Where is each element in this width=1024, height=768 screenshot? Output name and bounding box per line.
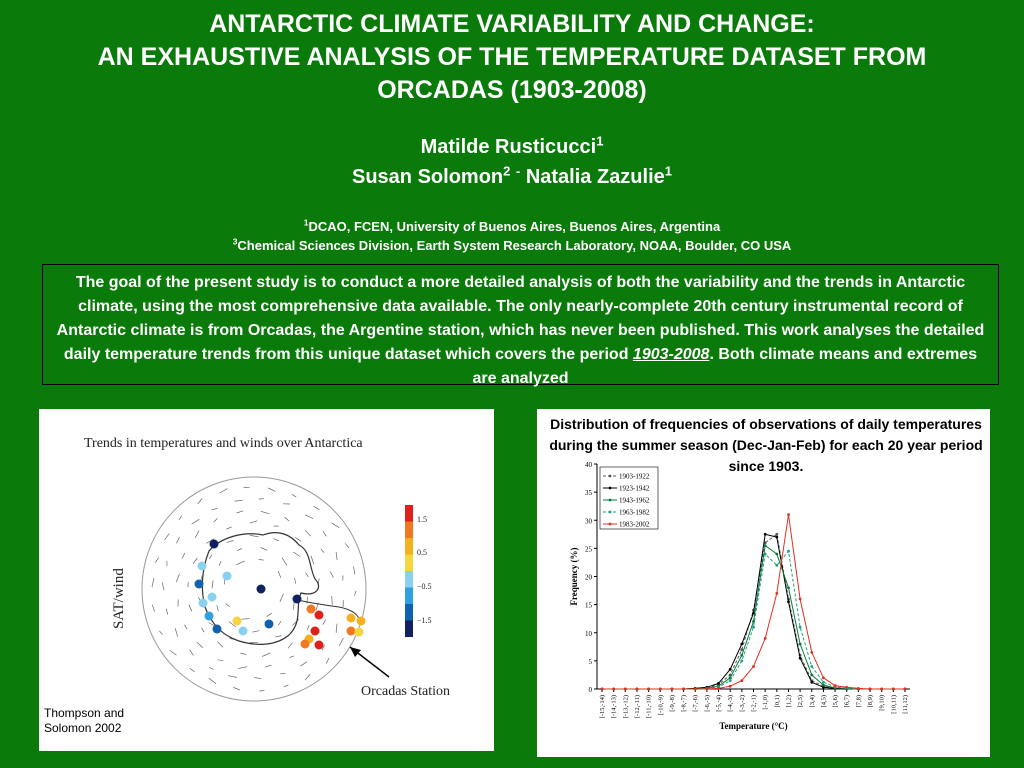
- wind-vector: [314, 506, 320, 510]
- station-marker: [223, 572, 232, 581]
- wind-vector: [236, 561, 244, 565]
- wind-vector: [170, 650, 177, 655]
- data-point: [682, 688, 685, 691]
- wind-vector: [218, 660, 224, 661]
- author-affiliation-mark: 2: [503, 163, 511, 179]
- wind-vector: [323, 531, 326, 536]
- wind-vector: [339, 638, 343, 646]
- wind-vector: [190, 650, 194, 656]
- antarctic-trends-figure: [39, 409, 494, 751]
- station-marker: [307, 605, 316, 614]
- data-point: [764, 544, 767, 547]
- data-point: [706, 688, 709, 691]
- wind-vector: [241, 619, 249, 620]
- wind-vector: [162, 582, 164, 590]
- data-point: [740, 679, 743, 682]
- wind-vector: [228, 676, 237, 678]
- legend-label: 1903-1922: [619, 472, 650, 481]
- data-point: [857, 687, 860, 690]
- wind-vector: [233, 687, 240, 690]
- data-point: [775, 592, 778, 595]
- legend-label: 1923-1942: [619, 484, 650, 493]
- colorbar-segment: [405, 522, 413, 539]
- wind-vector: [192, 519, 200, 524]
- wind-vector: [305, 674, 310, 680]
- station-marker: [315, 641, 324, 650]
- station-marker: [355, 628, 364, 637]
- wind-vector: [176, 574, 179, 582]
- x-tick-label: [-15,-14): [599, 695, 606, 719]
- x-tick-label: [-11,-10): [645, 695, 653, 719]
- wind-vector: [261, 511, 270, 514]
- colorbar-tick-label: 1.5: [417, 515, 427, 524]
- wind-vector: [235, 500, 243, 501]
- data-point: [752, 626, 755, 629]
- map-title: Trends in temperatures and winds over Antarctica: [84, 436, 363, 451]
- title-line-1: ANTARCTIC CLIMATE VARIABILITY AND CHANGE:: [209, 10, 815, 38]
- colorbar-tick-label: −1.5: [417, 616, 432, 625]
- station-marker: [239, 627, 248, 636]
- antarctic-map: [39, 409, 494, 751]
- wind-vector: [219, 561, 221, 566]
- y-axis-label: Frequency (%): [569, 547, 579, 606]
- legend-label: 1983-2002: [619, 520, 650, 529]
- wind-vector: [336, 552, 337, 560]
- title-line-3: ORCADAS (1903-2008): [377, 76, 647, 104]
- x-tick-label: [4,5): [820, 695, 828, 708]
- x-tick-label: [5,6): [832, 695, 840, 708]
- wind-vector: [179, 516, 182, 520]
- affiliation-2: [0, 236, 1024, 255]
- station-marker: [293, 595, 302, 604]
- wind-vector: [214, 518, 217, 522]
- y-tick-label: 10: [585, 629, 592, 638]
- station-marker: [198, 562, 207, 571]
- data-point: [810, 665, 813, 668]
- wind-vector: [152, 605, 154, 612]
- wind-vector: [190, 668, 195, 672]
- wind-vector: [274, 539, 280, 541]
- wind-vector: [259, 559, 264, 560]
- wind-vector: [295, 537, 301, 541]
- legend-marker: [609, 523, 612, 526]
- data-point: [787, 513, 790, 516]
- data-point: [612, 688, 615, 691]
- wind-vector: [282, 558, 287, 566]
- x-tick-label: [-2,-1): [750, 695, 758, 712]
- data-point: [740, 654, 743, 657]
- colorbar-segment: [405, 588, 413, 605]
- y-tick-label: 35: [585, 489, 592, 498]
- legend-marker: [609, 511, 612, 514]
- legend-label: 1943-1962: [619, 496, 650, 505]
- wind-vector: [355, 591, 357, 596]
- affiliations: [0, 217, 1024, 255]
- data-point: [787, 550, 790, 553]
- data-point: [892, 688, 895, 691]
- data-point: [671, 688, 674, 691]
- figure-credit: [44, 706, 124, 736]
- wind-vector: [321, 549, 324, 553]
- wind-vector: [252, 631, 259, 632]
- frequency-distribution-figure: [537, 409, 990, 757]
- data-point: [822, 676, 825, 679]
- data-point: [717, 682, 720, 685]
- station-marker: [233, 617, 242, 626]
- wind-vector: [185, 625, 188, 629]
- data-point: [880, 688, 883, 691]
- colorbar-tick-label: −0.5: [417, 582, 432, 591]
- data-point: [729, 685, 732, 688]
- data-point: [822, 681, 825, 684]
- y-tick-label: 40: [585, 461, 592, 469]
- wind-vector: [354, 567, 355, 575]
- data-point: [775, 536, 778, 539]
- legend-marker: [609, 487, 612, 490]
- x-tick-label: [-1,0): [762, 695, 770, 710]
- x-tick-label: [7,8): [855, 695, 863, 708]
- data-point: [717, 687, 720, 690]
- wind-vector: [159, 631, 162, 635]
- wind-vector: [197, 642, 203, 648]
- wind-vector: [292, 494, 296, 497]
- y-tick-label: 5: [588, 657, 592, 666]
- y-tick-label: 20: [585, 573, 592, 582]
- wind-vector: [227, 541, 234, 543]
- data-point: [799, 643, 802, 646]
- goal-text: The goal of the present study is to conduct a more detailed analysis of both the variability and the trends in Antarctic climate, using the most comprehensive data available. The only nearly-complete 20th century instrumental record of Antarctic climate is from Orcadas, the Argentine station, which has never been published. This work analyses the detailed daily temperature trends from this unique dataset which covers the period: [56, 274, 985, 363]
- wind-vector: [209, 678, 216, 684]
- data-point: [659, 688, 662, 691]
- map-boundary-circle: [142, 477, 366, 701]
- station-marker: [265, 620, 274, 629]
- wind-vector: [300, 662, 307, 666]
- affiliation-mark: 3: [232, 236, 238, 247]
- map-colorbar: [405, 505, 432, 637]
- colorbar-segment: [405, 571, 413, 588]
- wind-vector: [275, 636, 281, 637]
- colorbar-segment: [405, 505, 413, 522]
- author-line-1: [0, 132, 1024, 162]
- wind-vector: [237, 511, 244, 513]
- data-point: [740, 660, 743, 663]
- wind-vector: [293, 552, 300, 556]
- wind-vector: [323, 620, 326, 625]
- wind-vector: [345, 543, 349, 548]
- wind-vector: [195, 531, 199, 538]
- x-tick-label: [0,1): [773, 695, 781, 708]
- data-point: [799, 598, 802, 601]
- wind-vector: [202, 628, 205, 632]
- station-marker: [199, 599, 208, 608]
- wind-vector: [193, 558, 197, 564]
- author-list: [0, 132, 1024, 192]
- series-line: [602, 515, 905, 689]
- legend-label: 1963-1982: [619, 508, 650, 517]
- wind-vector: [285, 517, 290, 521]
- legend-marker: [609, 499, 612, 502]
- data-point: [764, 533, 767, 536]
- station-marker: [205, 612, 214, 621]
- x-tick-label: [-13,-12): [622, 695, 630, 719]
- wind-vector: [217, 605, 219, 611]
- data-point: [647, 688, 650, 691]
- wind-vector: [165, 533, 170, 540]
- wind-vector: [305, 515, 313, 519]
- station-marker: [301, 640, 310, 649]
- data-point: [810, 681, 813, 684]
- station-marker: [210, 540, 219, 549]
- colorbar-tick-label: 0.5: [417, 548, 427, 557]
- wind-vector: [209, 667, 214, 669]
- author-line-2: [0, 162, 1024, 192]
- data-point: [845, 686, 848, 689]
- data-point: [822, 684, 825, 687]
- x-tick-label: [-10,-9): [657, 695, 665, 716]
- wind-vector: [311, 556, 314, 565]
- data-point: [764, 553, 767, 556]
- affiliation-text: DCAO, FCEN, University of Buenos Aires, Buenos Aires, Argentina: [308, 219, 721, 234]
- station-marker: [357, 617, 366, 626]
- author-affiliation-mark: 1: [596, 133, 604, 149]
- wind-vector: [289, 656, 294, 658]
- wind-vector: [237, 549, 242, 551]
- wind-vector: [175, 628, 178, 637]
- wind-vector: [217, 642, 223, 648]
- y-tick-label: 15: [585, 601, 592, 610]
- wind-vector: [166, 609, 168, 615]
- colorbar-segment: [405, 555, 413, 572]
- data-point: [636, 688, 639, 691]
- x-tick-label: [1,2): [785, 695, 793, 708]
- data-point: [729, 668, 732, 671]
- wind-vector: [284, 685, 289, 687]
- x-tick-label: [10,11): [890, 695, 898, 714]
- wind-vector: [177, 537, 180, 543]
- x-tick-label: [-14,-13): [610, 695, 618, 719]
- x-tick-label: [-12,-11): [633, 695, 641, 719]
- x-tick-label: [-3,-2): [738, 695, 746, 712]
- wind-vector: [212, 580, 213, 588]
- goal-text-end: . Both climate means and extremes are analyzed: [472, 346, 978, 387]
- wind-vector: [326, 658, 329, 663]
- wind-vector: [332, 523, 340, 528]
- station-marker: [347, 627, 356, 636]
- data-point: [752, 665, 755, 668]
- y-tick-label: 30: [585, 517, 592, 526]
- data-point: [729, 679, 732, 682]
- data-point: [810, 674, 813, 677]
- x-tick-label: [-5,-4): [715, 695, 723, 712]
- x-axis-label: Temperature (°C): [719, 721, 788, 731]
- x-tick-label: [-6,-5): [703, 695, 711, 712]
- wind-vector: [336, 624, 337, 633]
- orcadas-arrowhead: [350, 647, 361, 657]
- goal-period: 1903-2008: [632, 346, 710, 363]
- affiliation-text: Chemical Sciences Division, Earth System Research Laboratory, NOAA, Boulder, CO USA: [237, 238, 792, 253]
- credit-line: Thompson and: [44, 706, 125, 720]
- y-tick-label: 0: [588, 686, 592, 694]
- wind-vector: [250, 521, 258, 523]
- colorbar-segment: [405, 621, 413, 638]
- wind-vector: [306, 573, 309, 577]
- station-markers: [195, 540, 366, 650]
- wind-vector: [182, 553, 185, 558]
- wind-vector: [198, 499, 202, 505]
- data-point: [799, 657, 802, 660]
- data-point: [775, 533, 778, 536]
- x-tick-label: [6,7): [843, 695, 851, 708]
- wind-vector: [238, 667, 247, 669]
- data-point: [834, 684, 837, 687]
- wind-vector: [240, 653, 246, 654]
- data-point: [740, 643, 743, 646]
- author-separator: -: [515, 163, 521, 179]
- wind-vector: [261, 548, 267, 551]
- y-tick-label: 25: [585, 545, 592, 554]
- x-tick-label: [-8,-7): [680, 695, 688, 712]
- x-tick-label: [3,4): [808, 695, 816, 708]
- wind-vector: [305, 530, 310, 536]
- x-tick-label: [-9,-8): [668, 695, 676, 712]
- x-tick-label: [-4,-3): [727, 695, 735, 712]
- poster-title: [0, 8, 1024, 107]
- data-point: [775, 564, 778, 567]
- affiliation-1: [0, 217, 1024, 236]
- data-point: [799, 626, 802, 629]
- station-marker: [311, 627, 320, 636]
- station-marker: [208, 593, 217, 602]
- wind-vector: [259, 499, 264, 500]
- x-tick-label: [9,10): [878, 695, 886, 711]
- distribution-caption: Distribution of frequencies of observations of daily temperatures during the summer season (Dec-Jan-Feb) for each 20 year period since 1903.: [549, 416, 983, 474]
- credit-line: Solomon 2002: [44, 721, 122, 735]
- wind-vector: [265, 665, 272, 667]
- data-point: [764, 637, 767, 640]
- wind-vector: [288, 643, 292, 649]
- wind-vector: [209, 555, 212, 559]
- data-point: [775, 553, 778, 556]
- wind-vector: [268, 488, 275, 491]
- goal-statement-box: [42, 264, 999, 385]
- wind-vector: [307, 625, 309, 630]
- colorbar-segment: [405, 604, 413, 621]
- data-point: [601, 688, 604, 691]
- wind-vector: [280, 594, 284, 602]
- wind-vector: [295, 578, 296, 584]
- wind-vector: [189, 605, 192, 611]
- data-point: [810, 651, 813, 654]
- wind-vector: [262, 653, 270, 657]
- wind-vector: [220, 489, 228, 493]
- wind-vector: [294, 602, 295, 610]
- wind-vector: [278, 571, 281, 578]
- data-point: [787, 600, 790, 603]
- wind-vector: [226, 527, 232, 529]
- wind-vector: [254, 678, 261, 679]
- orcadas-label: Orcadas Station: [361, 684, 451, 699]
- x-tick-label: [2,3): [797, 695, 805, 708]
- station-marker: [347, 614, 356, 623]
- data-point: [624, 688, 627, 691]
- wind-vector-field: [142, 477, 366, 701]
- data-point: [904, 688, 907, 691]
- data-point: [694, 688, 697, 691]
- wind-vector: [278, 621, 281, 625]
- station-marker: [213, 625, 222, 634]
- wind-vector: [212, 509, 218, 510]
- wind-vector: [332, 596, 333, 605]
- x-tick-label: [-7,-6): [692, 695, 700, 712]
- affiliation-mark: 1: [303, 217, 309, 228]
- map-ylabel: SAT/wind: [111, 568, 127, 629]
- station-marker: [315, 611, 324, 620]
- station-marker: [195, 580, 204, 589]
- author-name: Susan Solomon: [352, 166, 504, 188]
- wind-vector: [226, 604, 230, 607]
- colorbar-segment: [405, 538, 413, 555]
- data-point: [869, 688, 872, 691]
- wind-vector: [250, 535, 259, 537]
- wind-vector: [152, 578, 154, 587]
- wind-vector: [259, 691, 264, 692]
- author-affiliation-mark: 1: [664, 163, 672, 179]
- x-tick-label: [11,12): [902, 695, 909, 714]
- title-line-2: AN EXHAUSTIVE ANALYSIS OF THE TEMPERATURE DATASET FROM: [97, 43, 927, 71]
- x-tick-label: [8,9): [867, 695, 875, 708]
- station-marker: [257, 585, 266, 594]
- wind-vector: [155, 558, 158, 563]
- wind-vector: [267, 613, 272, 616]
- author-name: Matilde Rusticucci: [420, 136, 597, 158]
- author-name: Natalia Zazulie: [525, 166, 665, 188]
- wind-vector: [330, 572, 334, 578]
- data-point: [740, 648, 743, 651]
- data-point: [787, 586, 790, 589]
